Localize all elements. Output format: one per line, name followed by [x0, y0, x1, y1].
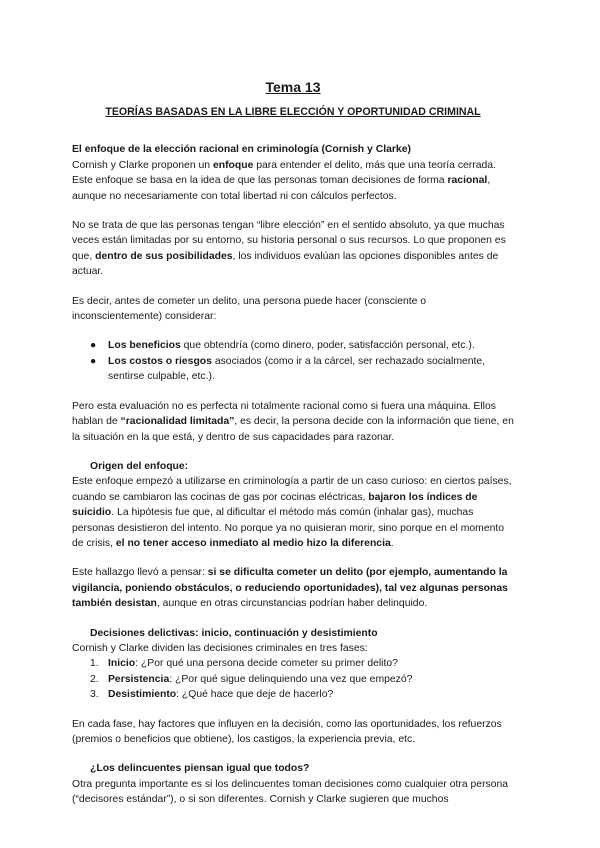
- numbered-list: [72, 656, 514, 702]
- paragraph: No se trata de que las personas tengan “libre elección” en el sentido absoluto, ya que muchas veces están limitadas por su entorno, su historia personal o sus recursos. Lo que proponen es que, dentro de sus posibilidades, los individuos evalúan las opciones disponibles antes de actuar.: [72, 220, 506, 278]
- section-heading-origin: Origen del enfoque:: [90, 460, 189, 472]
- paragraph: Pero esta evaluación no es perfecta ni totalmente racional como si fuera una máquina. Ellos hablan de “racionalidad limitada”, es decir, la persona decide con la información que tiene, en la situación en la que está, y dentro de sus capacidades para razonar.: [72, 400, 514, 443]
- paragraph: Otra pregunta importante es si los delincuentes toman decisiones como cualquier otra persona (“decisores estándar”), o si son diferentes. Cornish y Clarke sugieren que muchos: [72, 778, 509, 806]
- list-item: 2. Persistencia: ¿Por qué sigue delinquiendo una vez que empezó?: [90, 673, 413, 685]
- list-item: 3. Desistimiento: ¿Qué hace que deje de hacerlo?: [90, 689, 334, 701]
- paragraph: Es decir, antes de cometer un delito, una persona puede hacer (consciente o inconscientemente) considerar:: [72, 295, 427, 323]
- page-title: Tema 13: [265, 79, 321, 95]
- section-heading-decisions: Decisiones delictivas: inicio, continuación y desistimiento: [90, 627, 378, 639]
- paragraph: En cada fase, hay factores que influyen en la decisión, como las oportunidades, los refuerzos (premios o beneficios que obtiene), los castigos, la experiencia previa, etc.: [72, 718, 502, 745]
- bullet-list: [72, 338, 514, 384]
- section-heading-offenders: ¿Los delincuentes piensan igual que todos?: [90, 763, 310, 775]
- list-item: ● Los costos o riesgos asociados (como ir a la cárcel, ser rechazado socialmente, sentirse culpable, etc.).: [90, 355, 486, 383]
- paragraph: Cornish y Clarke dividen las decisiones criminales en tres fases:: [72, 642, 368, 654]
- list-item: ● Los beneficios que obtendría (como dinero, poder, satisfacción personal, etc.).: [90, 338, 514, 353]
- list-item: 1. Inicio: ¿Por qué una persona decide cometer su primer delito?: [90, 658, 398, 670]
- bullet-icon: ●: [90, 340, 97, 352]
- bullet-icon: ●: [90, 355, 97, 367]
- page-subtitle: TEORÍAS BASADAS EN LA LIBRE ELECCIÓN Y OPORTUNIDAD CRIMINAL: [105, 106, 481, 118]
- paragraph: Este hallazgo llevó a pensar: si se dificulta cometer un delito (por ejemplo, aumentando la vigilancia, poniendo obstáculos, o reduciendo oportunidades), tal vez algunas personas también desistan, aunque en otras circunstancias podrían haber delinquido.: [72, 567, 508, 610]
- paragraph: Este enfoque empezó a utilizarse en criminología a partir de un caso curioso: en ciertos países, cuando se cambiaron las cocinas de gas por cocinas eléctricas, bajaron los índices de suicidio. La hipótesis fue que, al dificultar el método más común (inhalar gas), muchas personas desistieron del intento. No porque ya no quisieran morir, sino porque en el momento de crisis, el no tener acceso inmediato al medio hizo la diferencia.: [72, 476, 512, 549]
- paragraph: Cornish y Clarke proponen un enfoque para entender el delito, más que una teoría cerrada. Este enfoque se basa en la idea de que las personas toman decisiones de forma racional, aunque no necesariamente con total libertad ni con cálculos perfectos.: [72, 159, 496, 202]
- section-heading-rational-choice: El enfoque de la elección racional en criminología (Cornish y Clarke): [72, 144, 411, 156]
